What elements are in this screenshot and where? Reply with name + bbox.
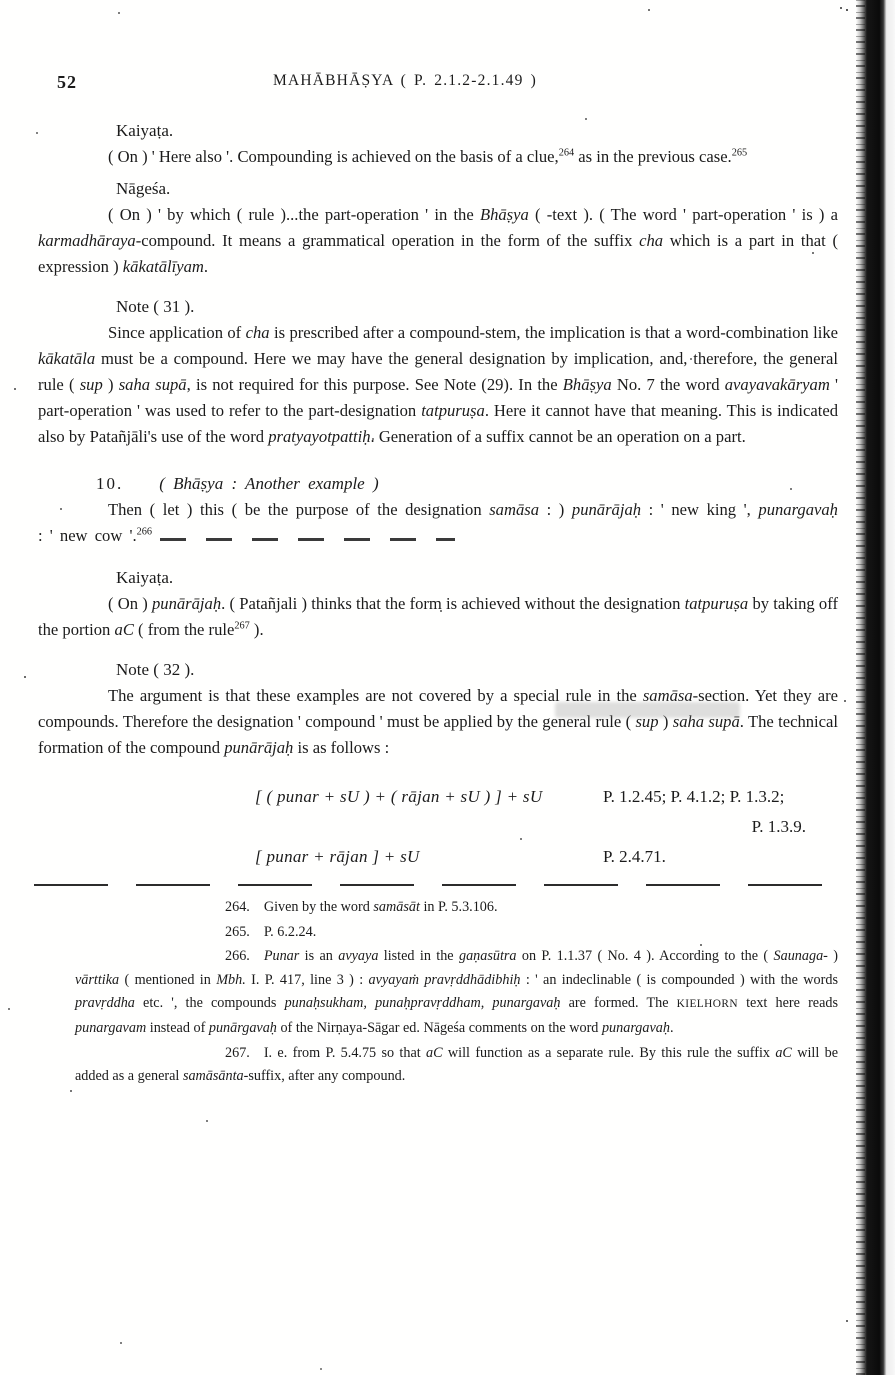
formula-references-2: P. 1.3.9. xyxy=(751,817,806,836)
formula-row-1 xyxy=(255,783,838,810)
page-body xyxy=(38,118,838,1090)
footnote-264-number: 264. xyxy=(225,899,250,915)
page-number: 52 xyxy=(57,72,77,92)
paragraph-bhashya-10-text: Then ( let ) this ( be the purpose of the designation samāsa : ) punārājaḥ : ' new king ', punargavaḥ : ' new cow '.$^{266}$ xyxy=(38,500,838,545)
footnote-266-text: Punar is an avyaya listed in the gaṇasūtra on P. 1.1.37 ( No. 4 ). According to the ( Saunaga- ) vārttika ( mentioned in Mbh. I. P. 417, line 3 ) : avyayaṁ pravṛddhādibhiḥ : ' an indeclinable ( is compounded ) with the words pravṛddha etc. ', the compounds punaḥsukham, punaḥpravṛddham, punargavaḥ are formed. The KIELHORN text here reads punargavam instead of punārgavaḥ of the Nirṇaya-Sāgar ed. Nāgeśa comments on the word punargavaḥ. xyxy=(75,948,838,1036)
formula-row-3 xyxy=(255,843,838,870)
footnote-266-number: 266. xyxy=(225,948,250,965)
page-header xyxy=(0,68,895,98)
scan-dash-artifact xyxy=(160,538,455,541)
formula-row-2 xyxy=(255,813,838,840)
footnote-264 xyxy=(75,896,838,920)
footnote-265-text: P. 6.2.24. xyxy=(263,923,317,940)
formula-expression-1: [ ( punar + sU ) + ( rājan + sU ) ] + sU xyxy=(255,787,543,806)
paragraph-note-31: Since application of cha is prescribed after a compound-stem, the implication is that a word-combination like kākatāla must be a compound. Here we may have the general designation by implication, and, therefore, the general rule ( sup ) saha supā, is not required for this purpose. See Note (29). In the Bhāṣya No. 7 the word avayavakāryam ' part-operation ' was used to refer to the part-designation tatpuruṣa. Here it cannot have that meaning. This is indicated also by Patañjāli's use of the word pratyayotpattiḥ. Generation of a suffix cannot be an operation on a part. xyxy=(38,323,838,446)
section-number: 10. xyxy=(96,474,124,493)
section-10-heading-row xyxy=(96,470,838,497)
speaker-heading-nagesa: Nāgeśa. xyxy=(116,179,171,198)
scan-smudge xyxy=(555,702,740,718)
footnote-265-number: 265. xyxy=(225,923,250,940)
note-31-heading: Note ( 31 ). xyxy=(116,297,195,316)
paragraph-kaiyata-1: ( On ) ' Here also '. Compounding is achieved on the basis of a clue,$^{264}$ as in the previous case.$^{265}$ xyxy=(108,147,748,166)
formula-references-1: P. 1.2.45; P. 4.1.2; P. 1.3.2; xyxy=(603,787,785,806)
speaker-heading-kaiyata-2: Kaiyaṭa. xyxy=(116,568,174,587)
paragraph-nagesa: ( On ) ' by which ( rule )...the part-operation ' in the Bhāṣya ( -text ). ( The word ' part-operation ' is ) a karmadhāraya-compound. It means a grammatical operation in the form of the suffix cha which is a part in that ( expression ) kākatālīyam. xyxy=(38,205,838,276)
note-32-heading: Note ( 32 ). xyxy=(116,660,195,679)
footnote-267 xyxy=(75,1042,838,1089)
scan-noise-speckles xyxy=(0,0,2,2)
paragraph-kaiyata-2: ( On ) punārājaḥ. ( Patañjali ) thinks that the form is achieved without the designation tatpuruṣa by taking off the portion aC ( from the rule$^{267}$ ). xyxy=(38,594,838,639)
footnote-266 xyxy=(75,945,838,1040)
footnote-265 xyxy=(75,921,838,945)
binding-shadow xyxy=(856,0,895,1375)
running-title: MAHĀBHĀṢYA ( P. 2.1.2-2.1.49 ) xyxy=(272,72,538,89)
paragraph-note-32: The argument is that these examples are not covered by a special rule in the samāsa-section. Yet they are compounds. Therefore the designation ' compound ' must be applied by the general rule ( sup ) saha supā. The technical formation of the compound punārājaḥ is as follows : xyxy=(38,686,839,757)
footnote-separator xyxy=(34,884,840,886)
section-heading: ( Bhāṣya : Another example ) xyxy=(159,474,379,493)
speaker-heading-kaiyata-1: Kaiyaṭa. xyxy=(116,121,174,140)
derivation-formula xyxy=(255,783,838,870)
paragraph-bhashya-10 xyxy=(38,497,838,549)
footnote-267-text: I. e. from P. 5.4.75 so that aC will function as a separate rule. By this rule the suffix aC will be added as a general samāsānta-suffix, after any compound. xyxy=(75,1044,839,1085)
footnote-264-text: Given by the word samāsāt in P. 5.3.106. xyxy=(263,899,498,915)
formula-expression-2 xyxy=(255,813,584,840)
footnote-267-number: 267. xyxy=(225,1044,250,1061)
formula-references-3: P. 2.4.71. xyxy=(603,847,666,866)
formula-expression-3: [ punar + rājan ] + sU xyxy=(255,847,420,866)
